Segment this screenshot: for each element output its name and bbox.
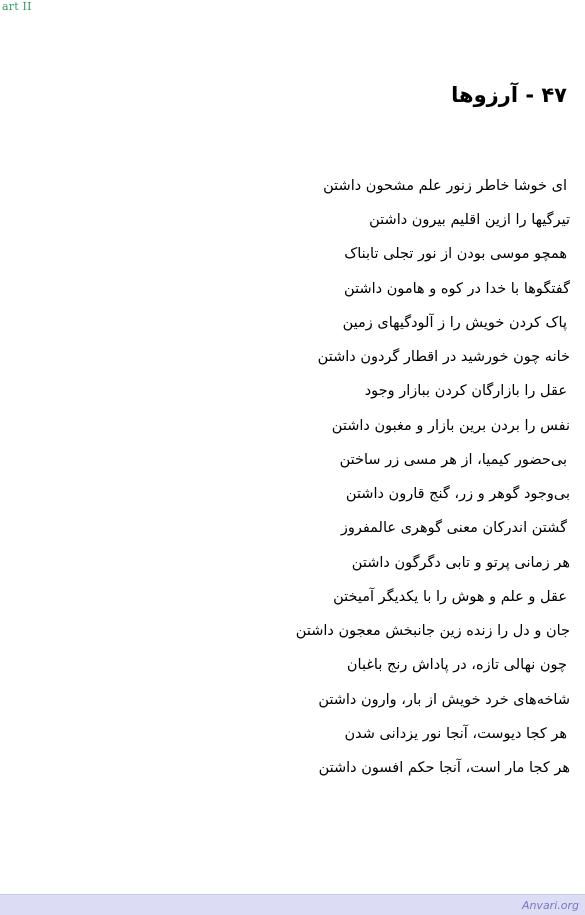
poem-line-15: چون نهالی تازه، در پاداش رنج باغبان — [346, 657, 567, 673]
poem-line-9: بی‌حضور کیمیا، از هر مسی زر ساختن — [339, 452, 567, 468]
watermark: Anvari.org — [521, 899, 579, 912]
poem-line-8: نفس را بردن برین بازار و مغبون داشتن — [331, 418, 570, 434]
poem-line-14: جان و دل را زنده زین جانبخش معجون داشتن — [295, 623, 570, 639]
poem-line-6: خانه چون خورشید در اقطار گردون داشتن — [317, 349, 570, 365]
poem-line-10: بی‌وجود گوهر و زر، گنج قارون داشتن — [345, 486, 570, 502]
poem-line-11: گشتن اندرکان معنی گوهری عالمفروز — [340, 520, 567, 536]
poem-line-2: تیرگیها را ازین اقلیم بیرون داشتن — [369, 212, 570, 228]
poem-line-7: عقل را بازارگان کردن ببازار وجود — [364, 383, 567, 399]
poem-line-1: ای خوشا خاطر زنور علم مشحون داشتن — [323, 178, 567, 194]
bottom-bar — [0, 894, 585, 915]
poem-line-12: هر زمانی پرتو و تابی دگرگون داشتن — [351, 555, 570, 571]
poem-line-13: عقل و علم و هوش را با یکدیگر آمیختن — [333, 589, 567, 605]
poem-line-4: گفتگوها با خدا در کوه و هامون داشتن — [344, 281, 570, 297]
poem-line-3: همچو موسی بودن از نور تجلی تابناک — [344, 246, 567, 262]
poem-title: ۴۷ - آرزوها — [451, 83, 567, 107]
poem-line-5: پاک کردن خویش را ز آلودگیهای زمین — [342, 315, 567, 331]
poem-line-17: هر کجا دیوست، آنجا نور یزدانی شدن — [344, 726, 567, 742]
corner-label: art II — [2, 0, 32, 13]
poem-line-16: شاخه‌های خرد خویش از بار، وارون داشتن — [318, 692, 570, 708]
poem-line-18: هر کجا مار است، آنجا حکم افسون داشتن — [318, 760, 570, 776]
